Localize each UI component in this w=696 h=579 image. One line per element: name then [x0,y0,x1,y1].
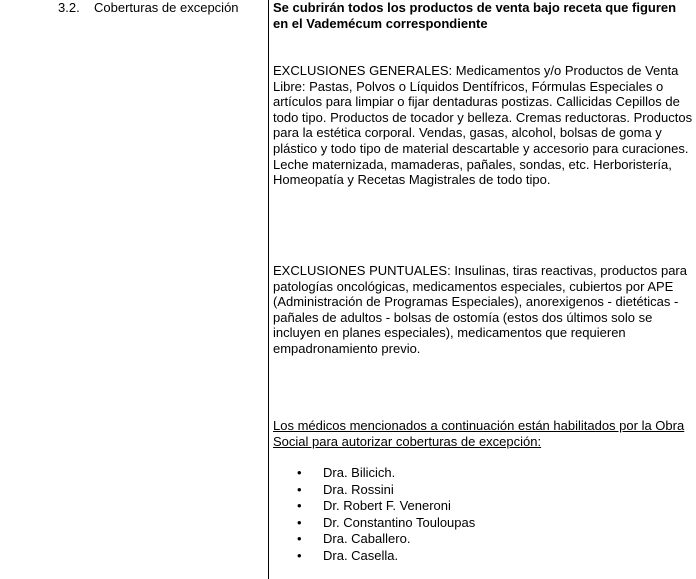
list-item [297,465,475,482]
bullet-icon: • [297,465,302,480]
list-item [297,531,475,548]
doctor-name: Dra. Caballero. [323,531,411,546]
list-item [297,482,475,499]
section-number: 3.2. [58,0,80,15]
coverage-heading: Se cubrirán todos los productos de venta bajo receta que figuren en el Vademécum correspondiente [273,0,677,31]
doctor-name: Dr. Constantino Touloupas [323,514,476,530]
bullet-icon: • [297,547,302,563]
doctor-name: Dra. Rossini [323,481,394,497]
general-exclusions-paragraph: EXCLUSIONES GENERALES: Medicamentos y/o Productos de Venta Libre: Pastas, Polvos o Líquidos Dentífricos, Fórmulas Especiales o artículos para limpiar o fijar dentaduras postizas. Callicidas Cepillos de todo tipo. Productos de tocador y belleza. Cremas reductoras. Productos para la estética corporal. Vendas, gasas, alcohol, bolsas de goma y plástico y todo tipo de material descartable y accesorio para curaciones. Leche maternizada, mamaderas, pañales, sondas, etc. Herboristería, Homeopatía y Recetas Magistrales de todo tipo. [273,63,693,188]
authorized-doctors-list [297,465,475,564]
section-title: Coberturas de excepción [94,0,239,15]
column-divider [268,0,269,579]
list-item [297,498,475,515]
list-item [297,515,475,532]
doctor-name: Dra. Bilicich. [323,465,396,480]
bullet-icon: • [297,498,302,513]
specific-exclusions-paragraph: EXCLUSIONES PUNTUALES: Insulinas, tiras reactivas, productos para patologías oncológicas, medicamentos especiales, cubiertos por APE (Administración de Programas Especiales), anorexigenos - dietéticas - pañales de adultos - bolsas de ostomía (estos dos últimos solo se incluyen en planes especiales), medicamentos que requieren empadronamiento previo. [273,263,687,356]
doctor-name: Dra. Casella. [323,547,399,563]
doctor-name: Dr. Robert F. Veneroni [323,498,451,513]
authorized-doctors-intro: Los médicos mencionados a continuación están habilitados por la Obra Social para autorizar coberturas de excepción: [273,418,685,449]
bullet-icon: • [297,514,302,530]
bullet-icon: • [297,531,302,546]
section-content-cell [273,0,693,563]
bullet-icon: • [297,481,302,497]
section-label-cell [0,0,268,579]
list-item [297,548,475,565]
